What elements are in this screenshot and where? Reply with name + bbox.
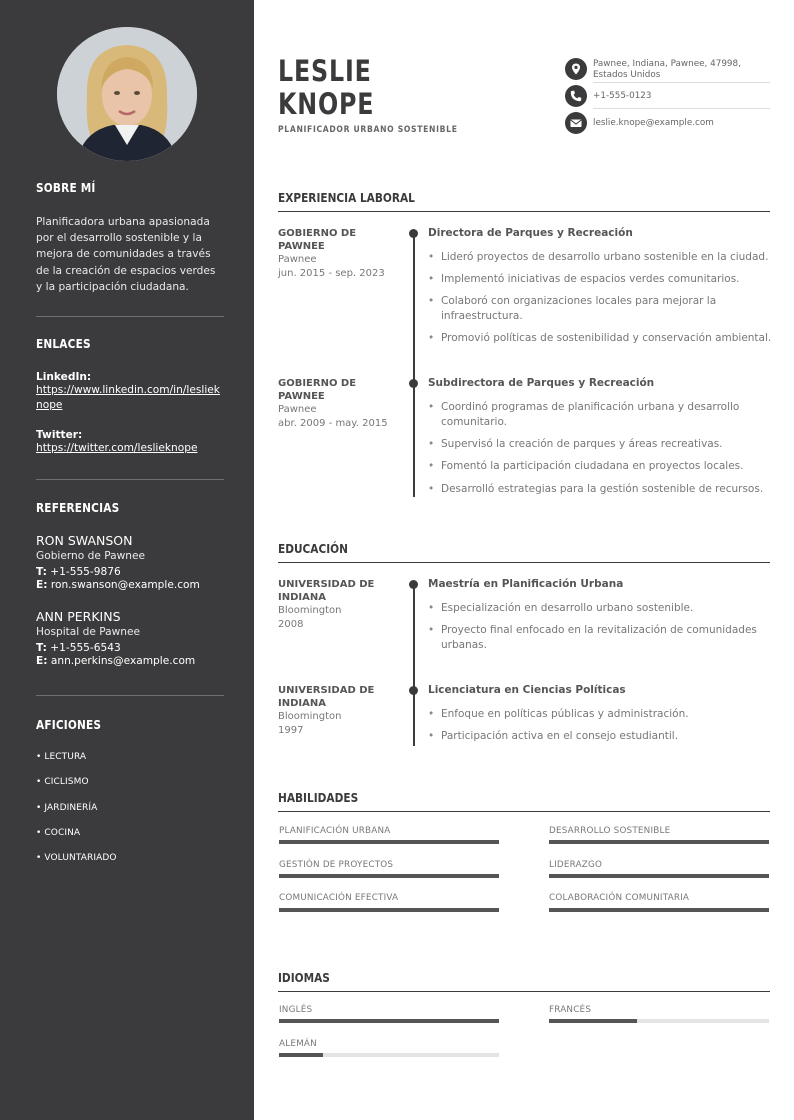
skill-label: GESTIÓN DE PROYECTOS xyxy=(279,860,394,870)
first-name: LESLIE xyxy=(278,54,372,88)
education-bullet: • Enfoque en políticas públicas y administración. xyxy=(428,707,773,722)
contact-divider xyxy=(593,82,770,83)
education-bullet: • Proyecto final enfocado en la revitalización de comunidades urbanas. xyxy=(428,623,773,653)
skill-bar-fill xyxy=(549,874,769,878)
skill-label: LIDERAZGO xyxy=(549,860,603,870)
education-timeline xyxy=(413,584,415,746)
skill-bar-fill xyxy=(549,840,769,844)
linkedin-link[interactable]: https://www.linkedin.com/in/leslieknope xyxy=(36,384,220,411)
section-rule xyxy=(278,562,770,563)
experience-bullet: • Supervisó la creación de parques y áreas recreativas. xyxy=(428,437,773,452)
links-heading: ENLACES xyxy=(36,337,91,351)
language-label: ALEMÁN xyxy=(279,1039,317,1049)
link-linkedin xyxy=(36,371,224,413)
full-name xyxy=(278,55,374,121)
reference-phone: T: +1-555-9876 xyxy=(36,566,121,578)
experience-location: Pawnee xyxy=(278,254,317,265)
education-dates: 2008 xyxy=(278,619,304,630)
reference-email: E: ron.swanson@example.com xyxy=(36,579,200,591)
education-location: Bloomington xyxy=(278,711,342,722)
language-bar xyxy=(279,1053,499,1057)
language-label: INGLÉS xyxy=(279,1005,313,1015)
about-text: Planificadora urbana apasionada por el desarrollo sostenible y la mejora de comunidades a través de la creación de espacios verdes y la participación ciudadana. xyxy=(36,216,216,293)
skill-label: COLABORACIÓN COMUNITARIA xyxy=(549,893,690,903)
sidebar xyxy=(0,0,254,1120)
contact-divider xyxy=(593,108,770,109)
skill-bar xyxy=(549,874,769,878)
timeline-dot xyxy=(409,229,418,238)
hobby-item: • VOLUNTARIADO xyxy=(36,853,117,863)
experience-org: GOBIERNO DE PAWNEE xyxy=(278,228,357,252)
sidebar-divider xyxy=(36,316,224,317)
experience-bullet: • Desarrolló estrategias para la gestión sostenible de recursos. xyxy=(428,482,773,497)
experience-bullet: • Fomentó la participación ciudadana en proyectos locales. xyxy=(428,459,773,474)
experience-bullet: • Implementó iniciativas de espacios verdes comunitarios. xyxy=(428,272,773,287)
language-bar xyxy=(279,1019,499,1023)
email-link[interactable]: leslie.knope@example.com xyxy=(593,118,714,128)
phone-text: +1-555-0123 xyxy=(593,91,652,101)
sidebar-divider xyxy=(36,479,224,480)
phone-icon xyxy=(565,85,587,107)
contact-address xyxy=(565,58,770,84)
section-rule xyxy=(278,991,770,992)
reference-phone: T: +1-555-6543 xyxy=(36,642,121,654)
skill-bar xyxy=(279,908,499,912)
skill-bar-fill xyxy=(279,908,499,912)
education-org: UNIVERSIDAD DE INDIANA xyxy=(278,579,375,603)
experience-timeline xyxy=(413,233,415,497)
experience-dates: abr. 2009 - may. 2015 xyxy=(278,418,388,429)
experience-role: Subdirectora de Parques y Recreación xyxy=(428,377,655,389)
reference-org: Hospital de Pawnee xyxy=(36,626,141,638)
experience-bullet: • Coordinó programas de planificación urbana y desarrollo comunitario. xyxy=(428,400,758,430)
experience-heading: EXPERIENCIA LABORAL xyxy=(278,191,415,205)
skill-label: DESARROLLO SOSTENIBLE xyxy=(549,826,671,836)
twitter-link[interactable]: https://twitter.com/leslieknope xyxy=(36,442,198,454)
reference-item xyxy=(36,533,226,591)
language-bar-fill xyxy=(279,1019,499,1023)
skill-label: COMUNICACIÓN EFECTIVA xyxy=(279,893,399,903)
experience-bullet: • Colaboró con organizaciones locales para mejorar la infraestructura. xyxy=(428,294,728,324)
location-pin-icon xyxy=(565,58,587,80)
experience-location: Pawnee xyxy=(278,404,317,415)
hobby-item: • CICLISMO xyxy=(36,777,89,787)
skill-label: PLANIFICACIÓN URBANA xyxy=(279,826,391,836)
address-text: Pawnee, Indiana, Pawnee, 47998, Estados Unidos xyxy=(593,59,741,80)
job-title: PLANIFICADOR URBANO SOSTENIBLE xyxy=(278,125,458,135)
experience-bullet: • Lideró proyectos de desarrollo urbano sostenible en la ciudad. xyxy=(428,250,773,265)
timeline-dot xyxy=(409,379,418,388)
experience-bullet: • Promovió políticas de sostenibilidad y conservación ambiental. xyxy=(428,331,773,346)
languages-heading: IDIOMAS xyxy=(278,971,330,985)
experience-role: Directora de Parques y Recreación xyxy=(428,227,633,239)
reference-item xyxy=(36,609,226,667)
reference-name: ANN PERKINS xyxy=(36,609,121,624)
education-heading: EDUCACIÓN xyxy=(278,542,348,556)
contact-email xyxy=(565,112,770,134)
link-twitter xyxy=(36,429,224,456)
education-bullet: • Especialización en desarrollo urbano sostenible. xyxy=(428,601,773,616)
skill-bar-fill xyxy=(279,840,499,844)
language-bar-fill xyxy=(549,1019,637,1023)
skill-bar xyxy=(279,874,499,878)
education-dates: 1997 xyxy=(278,725,304,736)
hobby-item: • JARDINERÍA xyxy=(36,803,98,813)
experience-org: GOBIERNO DE PAWNEE xyxy=(278,378,357,402)
link-label: LinkedIn: xyxy=(36,371,92,383)
skill-bar xyxy=(549,908,769,912)
skill-bar-fill xyxy=(279,874,499,878)
reference-email: E: ann.perkins@example.com xyxy=(36,655,196,667)
language-bar xyxy=(549,1019,769,1023)
education-bullet: • Participación activa en el consejo estudiantil. xyxy=(428,729,773,744)
hobby-item: • LECTURA xyxy=(36,752,87,762)
sidebar-divider xyxy=(36,695,224,696)
reference-org: Gobierno de Pawnee xyxy=(36,550,146,562)
language-bar-fill xyxy=(279,1053,323,1057)
hobby-item: • COCINA xyxy=(36,828,81,838)
section-rule xyxy=(278,811,770,812)
skill-bar-fill xyxy=(549,908,769,912)
link-label: Twitter: xyxy=(36,429,83,441)
contact-phone xyxy=(565,85,770,109)
references-heading: REFERENCIAS xyxy=(36,501,120,515)
email-icon xyxy=(565,112,587,134)
about-heading: SOBRE MÍ xyxy=(36,181,96,195)
timeline-dot xyxy=(409,580,418,589)
section-rule xyxy=(278,211,770,212)
education-degree: Licenciatura en Ciencias Políticas xyxy=(428,684,626,696)
timeline-dot xyxy=(409,686,418,695)
last-name: KNOPE xyxy=(278,87,375,121)
skills-heading: HABILIDADES xyxy=(278,791,359,805)
experience-dates: jun. 2015 - sep. 2023 xyxy=(278,268,385,279)
education-degree: Maestría en Planificación Urbana xyxy=(428,578,624,590)
language-label: FRANCÉS xyxy=(549,1005,592,1015)
skill-bar xyxy=(549,840,769,844)
education-location: Bloomington xyxy=(278,605,342,616)
hobbies-heading: AFICIONES xyxy=(36,718,102,732)
reference-name: RON SWANSON xyxy=(36,533,133,548)
profile-photo xyxy=(57,27,197,161)
education-org: UNIVERSIDAD DE INDIANA xyxy=(278,685,375,709)
skill-bar xyxy=(279,840,499,844)
